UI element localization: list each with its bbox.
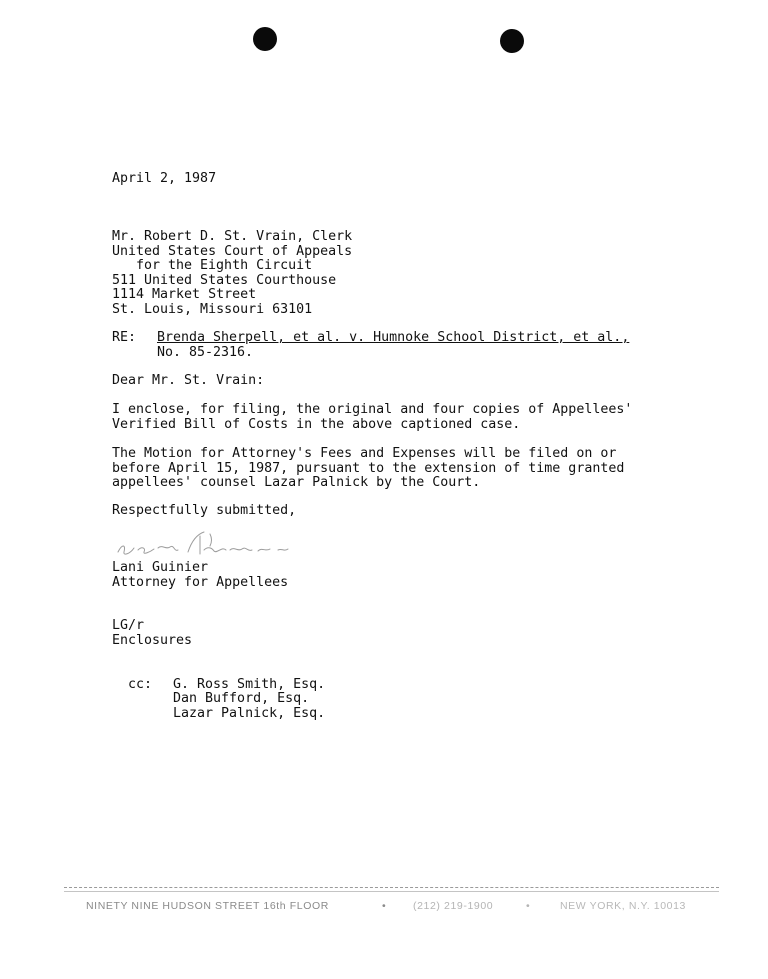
- case-number: No. 85-2316.: [157, 344, 254, 360]
- paragraph-1-line-1: I enclose, for filing, the original and four copies of Appellees': [112, 402, 633, 417]
- footer-bullet: •: [526, 900, 531, 912]
- recipient-line-4: 511 United States Courthouse: [112, 272, 337, 288]
- paragraph-2-line-2: before April 15, 1987, pursuant to the extension of time granted: [112, 460, 625, 476]
- typist-initials: LG/r: [112, 618, 145, 633]
- salutation: Dear Mr. St. Vrain:: [112, 373, 265, 388]
- letterhead-footer: [86, 900, 706, 916]
- reference-block: [112, 619, 192, 648]
- paragraph-1-line-2: Verified Bill of Costs in the above captioned case.: [112, 416, 521, 432]
- footer-city: NEW YORK, N.Y. 10013: [560, 900, 686, 912]
- cc-block: [112, 663, 325, 721]
- footer-divider: [64, 887, 719, 888]
- handwritten-signature: [112, 530, 297, 560]
- recipient-line-5: 1114 Market Street: [112, 287, 257, 303]
- cc-name: Dan Bufford, Esq.: [173, 691, 310, 707]
- footer-address: NINETY NINE HUDSON STREET 16th FLOOR: [86, 900, 329, 912]
- signature-block: [112, 561, 288, 590]
- paragraph-2: [112, 447, 624, 491]
- recipient-line-3: for the Eighth Circuit: [136, 258, 313, 274]
- paragraph-1: [112, 403, 632, 432]
- footer-bullet: •: [382, 900, 387, 912]
- footer-divider-secondary: [64, 891, 719, 892]
- paragraph-2-line-1: The Motion for Attorney's Fees and Expenses will be filed on or: [112, 446, 617, 461]
- recipient-address: [112, 230, 352, 318]
- enclosures-notation: Enclosures: [112, 632, 193, 648]
- recipient-line-6: St. Louis, Missouri 63101: [112, 301, 313, 317]
- footer-phone: (212) 219-1900: [413, 900, 494, 912]
- closing: Respectfully submitted,: [112, 503, 297, 518]
- signer-title: Attorney for Appellees: [112, 574, 289, 590]
- re-line: [112, 331, 629, 360]
- cc-label: cc:: [128, 676, 153, 692]
- recipient-line-1: Mr. Robert D. St. Vrain, Clerk: [112, 229, 353, 244]
- signer-name: Lani Guinier: [112, 560, 209, 575]
- punch-hole-right: [500, 29, 524, 53]
- recipient-line-2: United States Court of Appeals: [112, 243, 353, 259]
- paragraph-2-line-3: appellees' counsel Lazar Palnick by the Court.: [112, 475, 481, 491]
- cc-names: [173, 678, 325, 722]
- cc-name: Lazar Palnick, Esq.: [173, 705, 326, 721]
- re-label: RE:: [112, 330, 137, 345]
- cc-name: G. Ross Smith, Esq.: [173, 676, 326, 692]
- case-caption: Brenda Sherpell, et al. v. Humnoke School District, et al.,: [157, 330, 630, 345]
- letter-date: April 2, 1987: [112, 171, 217, 186]
- punch-hole-left: [253, 27, 277, 51]
